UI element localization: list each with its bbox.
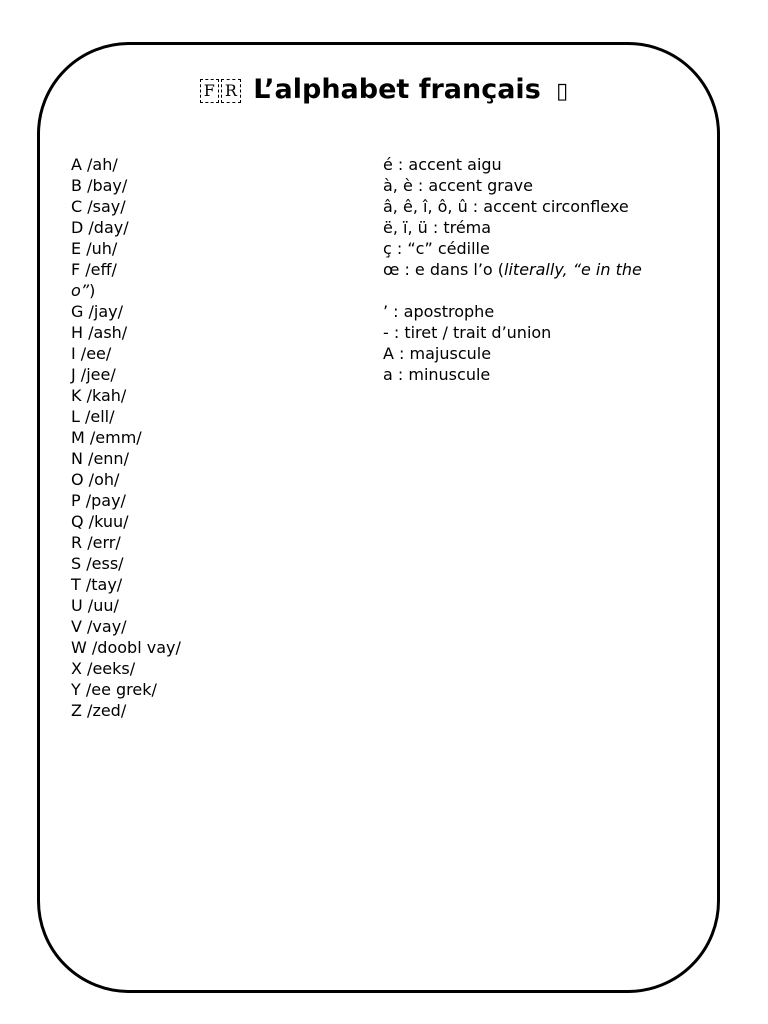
letter-l: L /ell/ <box>71 407 115 426</box>
letter-x: X /eeks/ <box>71 659 136 678</box>
trema: ë, ï, ü : tréma <box>383 218 492 237</box>
letter-s: S /ess/ <box>71 554 124 573</box>
oe-ligature <box>383 259 703 280</box>
letter-j: J /jee/ <box>71 365 116 384</box>
letter-f: F /eff/ <box>71 260 117 279</box>
placeholder-glyph-icon: ▯ <box>556 79 569 104</box>
diacritics-list <box>383 154 703 385</box>
letter-k: K /kah/ <box>71 386 127 405</box>
letter-a: A /ah/ <box>71 155 118 174</box>
flag-fr-icon <box>200 79 243 103</box>
letter-v: V /vay/ <box>71 617 127 636</box>
flag-letter-f: F <box>200 79 219 103</box>
letter-h: H /ash/ <box>71 323 128 342</box>
letter-q: Q /kuu/ <box>71 512 129 531</box>
letter-u: U /uu/ <box>71 596 119 615</box>
letter-e: E /uh/ <box>71 239 118 258</box>
accent-circonflexe: â, ê, î, ô, û : accent circonflexe <box>383 197 629 216</box>
letter-c: C /say/ <box>71 197 126 216</box>
letter-o: O /oh/ <box>71 470 120 489</box>
stray-note <box>71 280 251 301</box>
letter-d: D /day/ <box>71 218 129 237</box>
majuscule: A : majuscule <box>383 344 492 363</box>
letter-g: G /jay/ <box>71 302 123 321</box>
alphabet-list <box>71 154 251 721</box>
accent-grave: à, è : accent grave <box>383 176 533 195</box>
letter-m: M /emm/ <box>71 428 142 447</box>
letter-n: N /enn/ <box>71 449 129 468</box>
letter-r: R /err/ <box>71 533 121 552</box>
letter-b: B /bay/ <box>71 176 128 195</box>
stray-note-italic: o” <box>71 281 90 300</box>
oe-ligature-italic: literally, “e in the <box>504 260 642 279</box>
letter-p: P /pay/ <box>71 491 126 510</box>
minuscule: a : minuscule <box>383 365 491 384</box>
tiret: - : tiret / trait d’union <box>383 323 552 342</box>
spacer <box>383 280 703 301</box>
accent-aigu: é : accent aigu <box>383 155 502 174</box>
flag-letter-r: R <box>221 79 241 103</box>
cedille: ç : “c” cédille <box>383 239 490 258</box>
letter-i: I /ee/ <box>71 344 112 363</box>
letter-y: Y /ee grek/ <box>71 680 157 699</box>
letter-w: W /doobl vay/ <box>71 638 181 657</box>
apostrophe: ’ : apostrophe <box>383 302 495 321</box>
page-title <box>0 72 768 110</box>
page-title-text: L’alphabet français <box>253 74 541 105</box>
letter-t: T /tay/ <box>71 575 123 594</box>
oe-ligature-prefix: œ : e dans l’o ( <box>383 260 505 279</box>
stray-note-rest: ) <box>89 281 96 300</box>
letter-z: Z /zed/ <box>71 701 127 720</box>
